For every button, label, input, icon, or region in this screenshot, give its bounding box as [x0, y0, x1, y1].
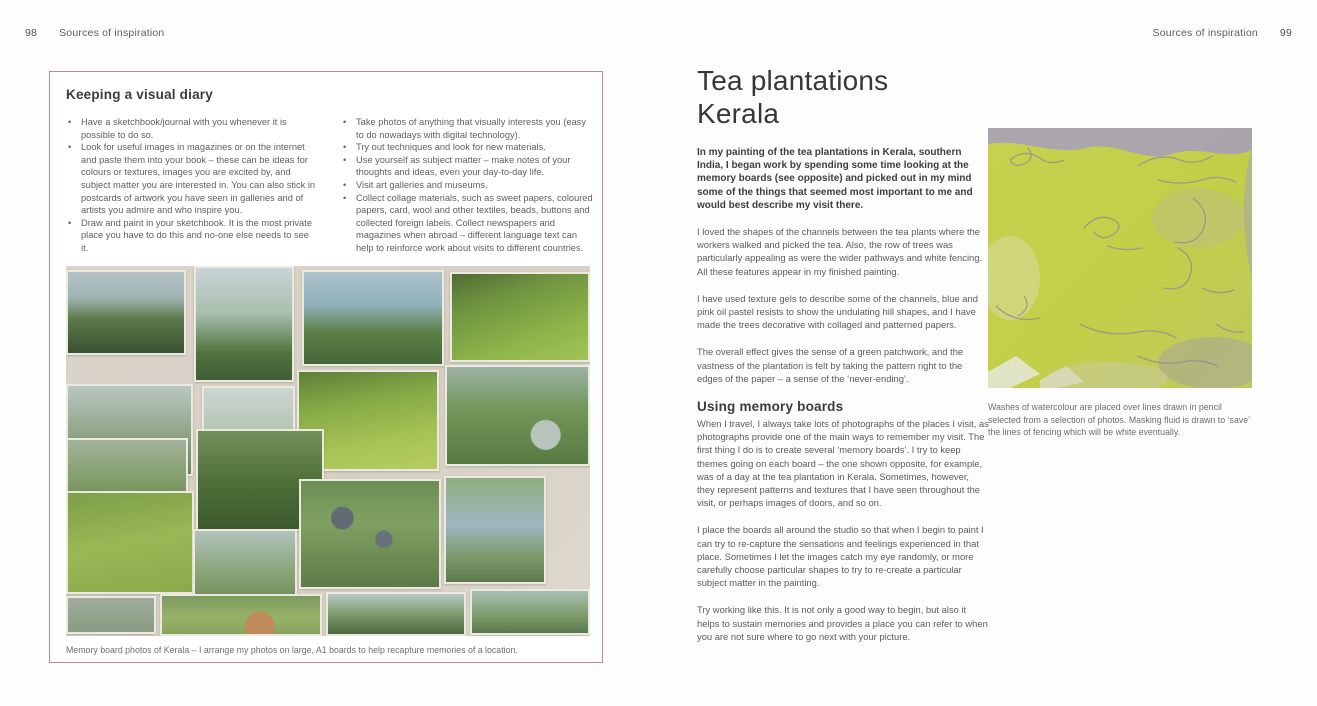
photo-valley-with-buildings	[160, 594, 322, 636]
photo-green-mountains	[470, 589, 590, 635]
right-page-header	[1153, 27, 1292, 39]
bullet-marker	[66, 116, 81, 141]
bullet-item	[66, 116, 318, 141]
paragraph: When I travel, I always take lots of photographs of the places I visit, as photographs provide one of the main ways to remember my visit. The first thing I do is to create several ‘memory boards’. I try to keep themes going on each board – the one shown opposite, for example, was of a day at the tea plantation in Kerala. Sometimes, however, they represent patterns and textures that I have seen throughout the visit, or perhaps images of doors, and so on.	[697, 418, 989, 509]
photo-tea-field-closeup	[66, 491, 194, 594]
bullet-item	[341, 141, 593, 154]
bullet-text: Have a sketchbook/journal with you whenever it is possible to do so.	[81, 117, 287, 140]
paragraph: Try working like this. It is not only a good way to begin, but also it helps to sustain memories and provides a place you can refer to when you are not sure where to go next with your picture.	[697, 604, 988, 642]
bullet-text: Draw and paint in your sketchbook. It is the most private place you have to do this and no-one else needs to see it.	[81, 217, 312, 253]
article-column	[697, 64, 989, 657]
bullet-item	[341, 154, 593, 179]
painting-figure	[988, 128, 1252, 439]
photo-tree-winding-path	[445, 365, 590, 466]
right-running-title: Sources of inspiration	[1152, 27, 1258, 39]
bullet-item	[341, 179, 593, 192]
bullet-marker	[341, 116, 356, 141]
bullet-marker	[66, 217, 81, 255]
bullet-item	[341, 116, 593, 141]
kerala-watercolour-painting	[988, 128, 1252, 388]
bullet-item	[66, 141, 318, 217]
photo-river-through-trees	[444, 476, 546, 584]
right-page-number: 99	[1279, 27, 1292, 39]
bullet-item	[66, 217, 318, 255]
photo-forest-valley	[326, 592, 466, 636]
bullet-marker	[341, 179, 356, 192]
photo-tea-slope-trees	[450, 272, 590, 362]
article-paragraphs	[697, 225, 989, 385]
bullet-text: Visit art galleries and museums.	[356, 179, 488, 190]
article-paragraphs-2	[697, 417, 989, 643]
photo-lake-round-trees	[302, 270, 444, 366]
photo-misty-lake-trees	[66, 270, 186, 355]
photo-misty-tree-closeup	[194, 266, 294, 382]
article-subheading: Using memory boards	[697, 399, 844, 415]
visual-diary-box	[49, 71, 603, 663]
article-title	[697, 64, 989, 130]
diary-box-title: Keeping a visual diary	[66, 87, 213, 102]
bullet-marker	[66, 141, 81, 217]
diary-bullet-list-left	[66, 116, 318, 255]
article-title-line1: Tea plantations	[697, 65, 889, 96]
memory-board-caption: Memory board photos of Kerala – I arrange my photos on large, A1 boards to help recapture memories of a location.	[66, 645, 518, 655]
bullet-text: Try out techniques and look for new materials.	[356, 142, 546, 153]
bullet-marker	[341, 154, 356, 179]
bullet-text: Collect collage materials, such as sweet papers, coloured papers, card, wool and other textiles, beads, buttons and collected foreign labels. Collect newspapers and magazines when abroad – different language text can help to reinforce work about visits to different countries.	[356, 192, 593, 253]
left-page-header	[25, 27, 164, 39]
bullet-text: Use yourself as subject matter – make notes of your thoughts and ideas, even your day-to-day life.	[356, 154, 571, 178]
paragraph: I place the boards all around the studio so that when I begin to paint I can try to re-capture the sensations and feelings experienced in that place. Sometimes I let the images catch my eye randomly, or more carefully choose particular shapes to try to re-create a particular subject matter in the painting.	[697, 524, 984, 589]
paragraph: I loved the shapes of the channels between the tea plants where the workers walked and picked the tea. Also, the row of trees was particularly appealing as were the wider pathways and white fencing. All these features appear in my finished painting.	[697, 226, 983, 277]
bullet-marker	[341, 141, 356, 154]
bullet-item	[341, 192, 593, 255]
photo-grey-tea-field	[66, 596, 156, 634]
left-page-number: 98	[25, 27, 38, 39]
diary-bullet-list-right	[341, 116, 593, 255]
article-intro: In my painting of the tea plantations in Kerala, southern India, I began work by spending some time looking at the memory boards (see opposite) and picked out in my mind some of the things that seemed most important to me and would best describe my visit there.	[697, 147, 973, 211]
left-running-title: Sources of inspiration	[59, 27, 165, 39]
photo-mossy-rocks-trees	[299, 479, 441, 589]
bullet-text: Take photos of anything that visually interests you (easy to do nowadays with digital technology).	[356, 117, 586, 140]
paragraph: The overall effect gives the sense of a green patchwork, and the vastness of the plantation is felt by taking the pattern right to the edges of the paper – a sense of the ‘never-ending’.	[697, 346, 964, 384]
painting-caption: Washes of watercolour are placed over lines drawn in pencil selected from a selection of photos. Masking fluid is drawn to ‘save’ the lines of fencing which will be white eventually.	[988, 402, 1250, 437]
memory-board-collage	[66, 266, 590, 636]
paragraph: I have used texture gels to describe some of the channels, blue and pink oil pastel resists to show the undulating hill shapes, and I have made the trees decorative with collaged and patterned papers.	[697, 292, 978, 331]
bullet-text: Look for useful images in magazines or on the internet and paste them into your book – these can be ideas for colours or textures, images you are excited by, and subject matter you are interested in. You can also stick in postcards of artwork you have seen in galleries and of artists you admire and who inspire you.	[81, 142, 316, 216]
bullet-marker	[341, 192, 356, 255]
article-title-line2: Kerala	[697, 98, 780, 129]
